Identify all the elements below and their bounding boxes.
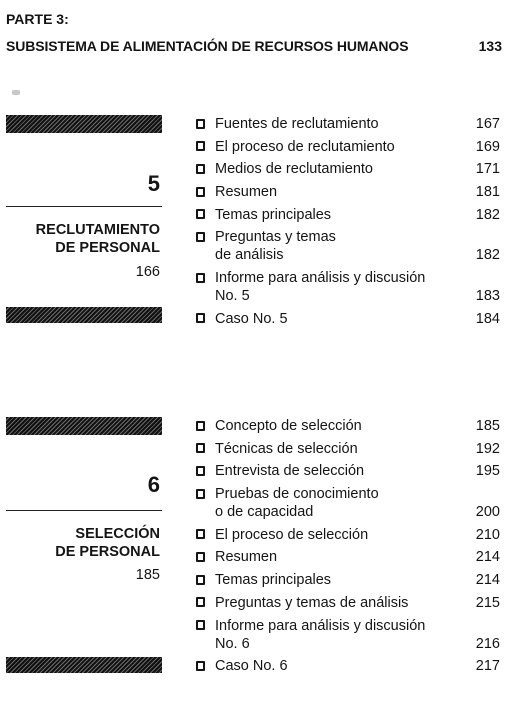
chapter-number: 6 [147,472,160,497]
chapter-page-number: 166 [135,264,160,280]
checkbox-square-icon [196,164,205,174]
checkbox-square-icon [196,313,205,323]
contents-entry[interactable] [195,417,500,435]
checkbox-square-icon [196,119,205,129]
chapter-divider [6,510,162,511]
entry-page-number: 195 [475,463,500,480]
entry-title-line: Técnicas de selección [215,440,358,457]
part-label: PARTE 3: [6,11,69,27]
entry-title-line: Temas principales [215,572,332,589]
chapter-title [0,221,160,257]
entry-page-number: 217 [475,658,500,675]
entry-page-number: 169 [475,138,500,155]
entry-page-number: 214 [475,572,500,589]
entry-title [215,440,500,458]
entry-title-line: Caso No. 6 [215,658,288,675]
checkbox-square-icon [196,597,205,607]
entry-title [215,571,500,589]
contents-entry[interactable] [195,160,500,178]
entry-title [215,160,500,178]
entry-page-number: 215 [475,594,500,611]
entry-page-number: 182 [475,247,500,264]
contents-entry[interactable] [195,571,500,589]
contents-entry[interactable] [195,310,500,328]
entry-page-number: 183 [475,288,500,305]
entry-page-number: 167 [475,116,500,132]
chapter-header-bar [6,115,162,133]
entry-page-number: 185 [475,418,500,434]
contents-entry[interactable] [195,548,500,566]
entry-title-line: Medios de reclutamiento [215,161,373,178]
entry-page-number: 192 [475,440,500,457]
entry-page-number: 184 [475,310,500,327]
entry-title-line: Preguntas y temas de análisis [215,594,409,611]
entry-page-number: 182 [475,206,500,223]
entry-title [215,462,500,480]
entry-title [215,617,500,653]
checkbox-square-icon [196,141,205,151]
entry-title [215,594,500,612]
part-title: SUBSISTEMA DE ALIMENTACIÓN DE RECURSOS HUMANOS [6,38,409,54]
chapter-5-block [0,115,510,330]
contents-entry[interactable] [195,115,500,133]
contents-entry[interactable] [195,462,500,480]
entry-page-number: 200 [475,504,500,521]
entry-title [215,138,500,156]
chapter-number: 5 [147,171,160,196]
checkbox-square-icon [196,575,205,585]
entry-title [215,548,500,566]
checkbox-square-icon [196,273,205,283]
checkbox-square-icon [196,466,205,476]
entry-title-line: Temas principales [215,206,332,223]
entry-title-line: Fuentes de reclutamiento [215,116,379,132]
checkbox-square-icon [196,232,205,242]
chapter-divider [6,206,162,207]
entry-title-line: Informe para análisis y discusión [215,617,426,634]
entry-title-line: Resumen [215,184,278,201]
contents-entry[interactable] [195,269,500,305]
entry-page-number: 210 [475,526,500,543]
entry-title [215,657,500,675]
entry-title [215,310,500,328]
entry-title [215,526,500,544]
checkbox-square-icon [196,620,205,630]
chapter-title [0,525,160,561]
checkbox-square-icon [196,489,205,499]
contents-entry[interactable] [195,183,500,201]
entry-title-line: Informe para análisis y discusión [215,270,426,287]
entry-title-line: El proceso de selección [215,526,369,543]
entry-title-line: de análisis [215,247,284,264]
contents-entry[interactable] [195,526,500,544]
contents-entry[interactable] [195,440,500,458]
checkbox-square-icon [196,209,205,219]
entry-title [215,206,500,224]
chapter-title-line: RECLUTAMIENTO [35,222,160,238]
chapter-footer-bar [6,307,162,323]
checkbox-square-icon [196,552,205,562]
contents-entry[interactable] [195,657,500,675]
entry-title-line: Preguntas y temas [215,229,336,246]
chapter-footer-bar [6,657,162,673]
checkbox-square-icon [196,661,205,671]
chapter-header-bar [6,417,162,435]
entry-title-line: Pruebas de conocimiento [215,486,379,503]
checkbox-square-icon [196,443,205,453]
entry-title-line: Caso No. 5 [215,310,288,327]
entry-title-line: No. 6 [215,635,250,652]
scan-speck [12,90,20,95]
chapter-6-block [0,417,510,679]
entry-title-line: Entrevista de selección [215,463,365,480]
chapter-title-line: DE PERSONAL [55,240,160,256]
contents-entry[interactable] [195,228,500,264]
chapter-contents-list [195,417,500,680]
entry-title-line: Concepto de selección [215,418,362,434]
chapter-page-number: 185 [135,567,160,583]
entry-page-number: 171 [475,161,500,178]
entry-title [215,417,500,435]
contents-entry[interactable] [195,485,500,521]
entry-title [215,228,500,264]
entry-title [215,115,500,133]
contents-entry[interactable] [195,206,500,224]
checkbox-square-icon [196,187,205,197]
contents-entry[interactable] [195,138,500,156]
entry-title-line: Resumen [215,549,278,566]
contents-entry[interactable] [195,594,500,612]
checkbox-square-icon [196,421,205,431]
entry-title [215,485,500,521]
checkbox-square-icon [196,529,205,539]
chapter-title-line: DE PERSONAL [55,544,160,560]
chapter-contents-list [195,115,500,333]
entry-page-number: 181 [475,184,500,201]
chapter-title-line: SELECCIÓN [75,526,160,542]
part-page-number: 133 [478,38,502,54]
entry-title [215,183,500,201]
entry-title [215,269,500,305]
contents-entry[interactable] [195,617,500,653]
entry-title-line: o de capacidad [215,504,314,521]
entry-page-number: 216 [475,635,500,652]
entry-page-number: 214 [475,549,500,566]
entry-title-line: El proceso de reclutamiento [215,138,395,155]
entry-title-line: No. 5 [215,288,250,305]
